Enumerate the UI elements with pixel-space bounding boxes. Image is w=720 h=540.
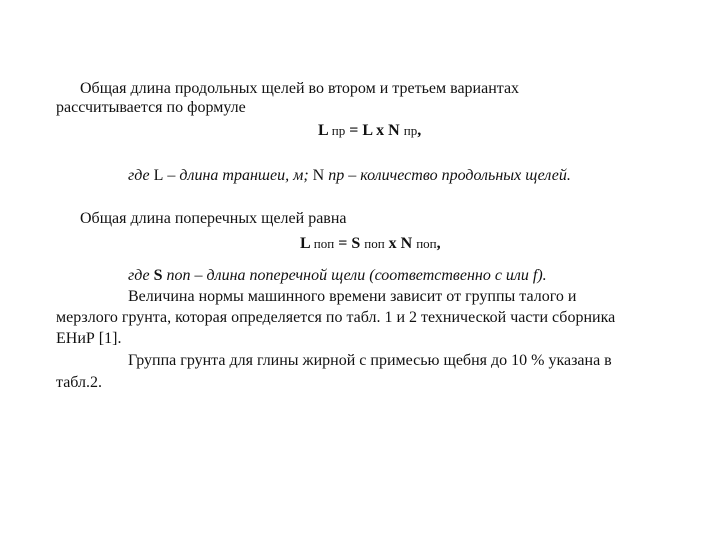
formula-longitudinal [318,121,421,141]
paragraph-4-line-2: табл.2. [56,374,103,391]
paragraph-2-line-1: Общая длина поперечных щелей равна [80,210,347,227]
formula-2-rhs-subscript: поп [416,236,437,251]
formula-1-end: , [417,122,422,139]
formula-1-lhs: L [318,122,328,139]
formula-transverse [300,234,441,254]
formula-2-lhs-subscript: поп [313,236,335,251]
formula-2-equals: = S [334,235,365,252]
formula-2-end: , [436,235,441,252]
formula-1-rhs-subscript: пр [403,123,418,138]
formula-1-lhs-subscript: пр [331,123,346,138]
formula-2-lhs: L [300,235,310,252]
paragraph-4-line-1: Группа грунта для глины жирной с примесью щебня до 10 % указана в [128,352,612,369]
definition-1 [128,166,571,186]
paragraph-1-line-1: Общая длина продольных щелей во втором и третьем вариантах [80,80,520,97]
paragraph-1-line-2: рассчитывается по формуле [56,99,246,116]
definition-2-prefix: где [128,267,154,284]
formula-2-s-subscript: поп [364,236,385,251]
paragraph-3-line-2: мерзлого грунта, которая определяется по табл. 1 и 2 технической части сборника [56,309,616,326]
definition-1-text-1: – длина траншеи, м; [163,167,313,184]
definition-2-text: поп – длина поперечной щели (соответственно с или f). [162,267,547,284]
definition-1-prefix: где [128,167,154,184]
definition-1-symbol-n: N [312,167,325,184]
formula-2-mid: x N [384,235,417,252]
paragraph-3-line-3: ЕНиР [1]. [56,330,122,347]
formula-1-equals: = L x N [345,122,404,139]
definition-1-symbol-l: L [153,167,164,184]
paragraph-3-line-1: Величина нормы машинного времени зависит от группы талого и [128,288,577,305]
definition-1-text-2: пр – количество продольных щелей. [324,167,571,184]
definition-2 [128,266,547,286]
definition-2-symbol-s: S [153,267,163,284]
